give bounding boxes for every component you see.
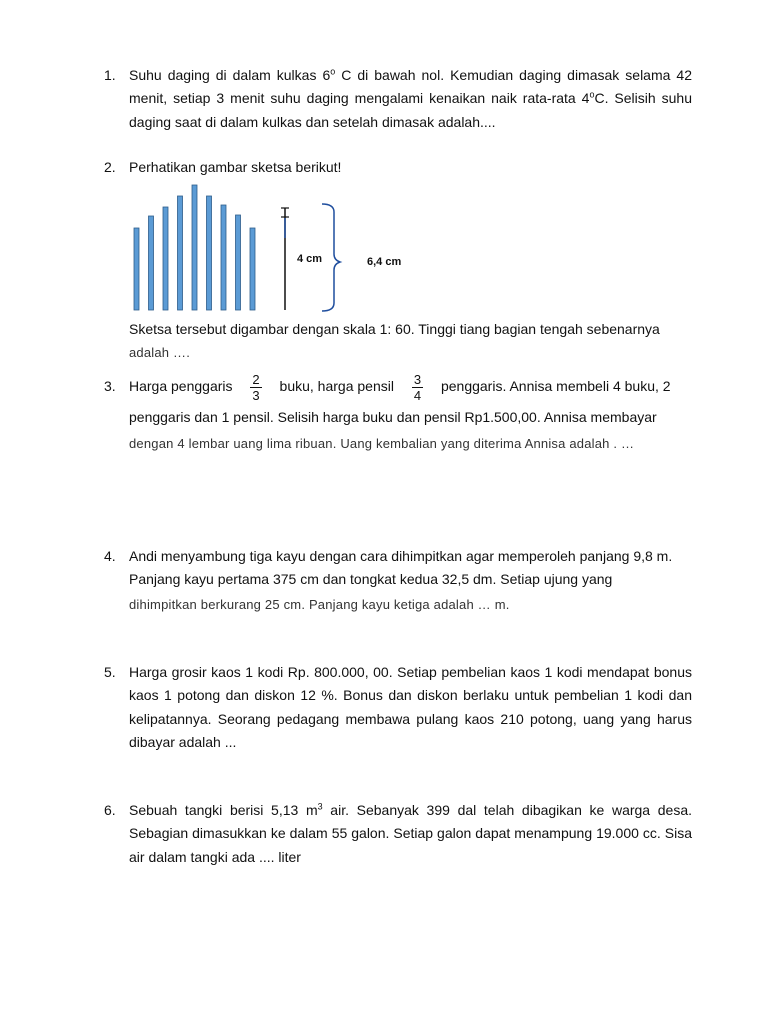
question-5 [104,661,692,754]
fraction-3-4: $\frac{3}{4}$ [413,371,422,403]
pole-sketch-figure [0,178,768,318]
question-text-line3: dengan 4 lembar uang lima ribuan. Uang kembalian yang diterima Annisa adalah . … [129,436,635,452]
pole-bar [192,185,197,310]
question-text: Perhatikan gambar sketsa berikut! [129,159,342,175]
question-number: 2. [104,159,116,175]
question-number: 3. [104,378,116,394]
label-6-4cm: 6,4 cm [367,256,402,268]
question-4 [104,545,692,616]
question-1 [104,64,692,134]
question-text-line2: penggaris dan 1 pensil. Selisih harga buku dan pensil Rp1.500,00. Annisa membayar [129,409,657,425]
pole-bar [163,207,168,310]
question-text-cont: adalah …. [129,345,191,361]
question-6 [104,799,692,869]
question-text-line1: Harga penggaris $\frac{2}{3}$ buku, harga pensil $\frac{3}{4}$ penggaris. Annisa membeli 4 buku, 2 [129,371,671,403]
pole-bar [221,205,226,310]
pole-bars [134,185,255,310]
fraction-2-3: $\frac{2}{3}$ [252,371,260,403]
question-3 [104,368,692,456]
question-text: Sketsa tersebut digambar dengan skala 1: 60. Tinggi tiang bagian tengah sebenarnya [129,321,660,337]
pole-bar [236,215,241,310]
question-2 [104,156,692,179]
pole-bar [134,228,139,310]
pole-bar [250,228,255,310]
pole-bar [207,196,212,310]
pole-bar [149,216,154,310]
question-number: 5. [104,664,116,680]
label-4cm: 4 cm [297,253,323,265]
question-text: Suhu daging di dalam kulkas 6$^o$ C di bawah nol. Kemudian daging dimasak selama 42 menit, setiap 3 menit suhu daging mengalami kenaikan naik rata-rata 4$^o$C. Selisih suhu daging saat di dalam kulkas dan setelah dimasak adalah.... [129,66,692,130]
question-text-cont: dihimpitkan berkurang 25 cm. Panjang kayu ketiga adalah … m. [129,596,510,612]
question-number: 4. [104,548,116,564]
question-text: Sebuah tangki berisi 5,13 $m^3$ air. Sebanyak 399 dal telah dibagikan ke warga desa. Sebagian dimasukkan ke dalam 55 galon. Setiap galon dapat menampung 19.000 cc. Sisa air dalam tangki ada .... liter [129,801,692,865]
question-number: 1. [104,67,116,83]
question-number: 6. [104,802,116,818]
question-2-followup [104,318,692,365]
brace-6-4cm [322,204,340,311]
pole-bar [178,196,183,310]
question-text: Andi menyambung tiga kayu dengan cara dihimpitkan agar memperoleh panjang 9,8 m. Panjang kayu pertama 375 cm dan tongkat kedua 32,5 dm. Setiap ujung yang [129,548,673,588]
question-text: Harga grosir kaos 1 kodi Rp. 800.000, 00. Setiap pembelian kaos 1 kodi mendapat bonus kaos 1 potong dan diskon 12 %. Bonus dan diskon berlaku untuk pembelian 1 kodi dan kelipatannya. Seorang pedagang membawa pulang kaos 210 potong, uang yang harus dibayar adalah ... [129,664,692,750]
